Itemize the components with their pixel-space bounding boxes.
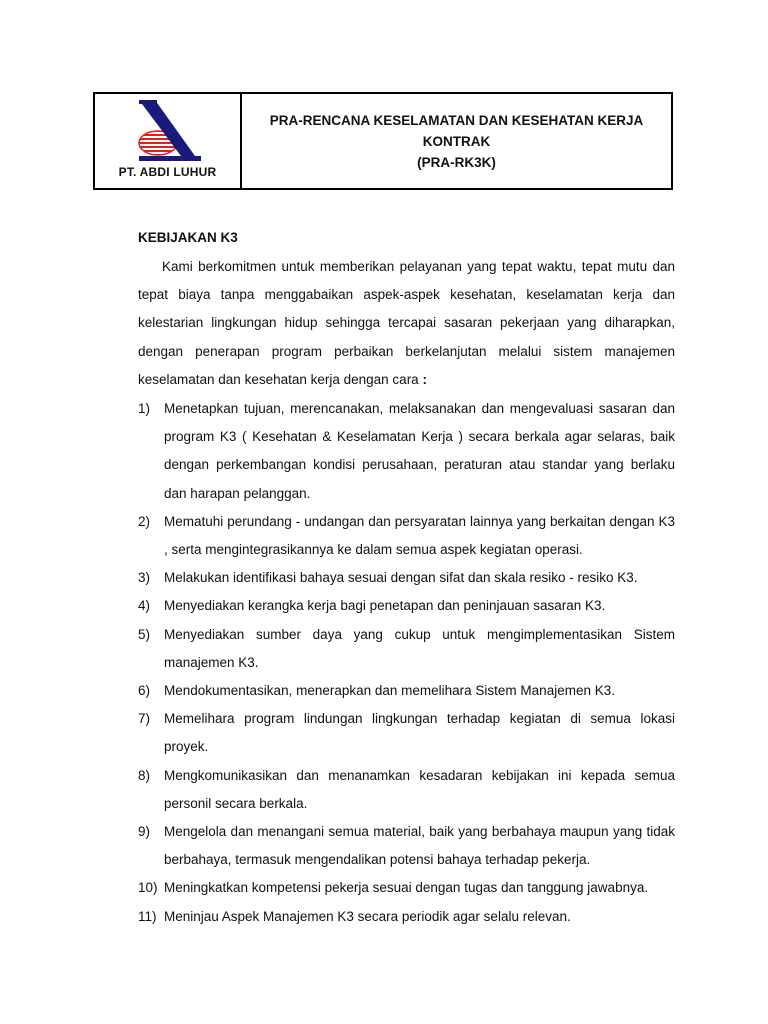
list-item-number: 2) [138, 513, 151, 529]
policy-list [138, 395, 675, 931]
list-item-text: Menyediakan kerangka kerja bagi penetapan dan peninjauan sasaran K3. [164, 598, 606, 614]
list-item-number: 7) [138, 711, 151, 727]
list-item [138, 592, 675, 620]
logo-cell [95, 94, 242, 188]
list-item-text: Mendokumentasikan, menerapkan dan memelihara Sistem Manajemen K3. [164, 683, 615, 699]
list-item-number: 6) [138, 683, 151, 699]
list-item-number: 1) [138, 401, 151, 417]
list-item-text: Menyediakan sumber daya yang cukup untuk mengimplementasikan Sistem manajemen K3. [164, 626, 675, 670]
list-item-text: Mematuhi perundang - undangan dan persyaratan lainnya yang berkaitan dengan K3 , serta mengintegrasikannya ke dalam semua aspek kegiatan operasi. [164, 513, 675, 558]
list-item-number: 3) [138, 570, 151, 586]
list-item [138, 874, 675, 902]
list-item-text: Meninjau Aspek Manajemen K3 secara periodik agar selalu relevan. [164, 908, 571, 924]
list-item-text: Mengelola dan menangani semua material, baik yang berbahaya maupun yang tidak berbahaya, termasuk mengendalikan potensi bahaya terhadap pekerja. [164, 824, 675, 868]
list-item [138, 818, 675, 874]
logo-base-bar [139, 156, 201, 161]
policy-content [138, 226, 675, 931]
title-line-1: PRA-RENCANA KESELAMATAN DAN KESEHATAN KERJA [269, 112, 644, 128]
title-line-3: (PRA-RK3K) [417, 154, 496, 170]
list-item [138, 508, 675, 564]
section-title: KEBIJAKAN K3 [138, 230, 238, 245]
list-item-text: Mengkomunikasikan dan menanamkan kesadaran kebijakan ini kepada semua personil secara berkala. [164, 767, 675, 811]
company-name: PT. ABDI LUHUR [118, 165, 217, 179]
list-item-text: Memelihara program lindungan lingkungan terhadap kegiatan di semua lokasi proyek. [164, 711, 675, 755]
list-item-number: 11) [138, 908, 157, 924]
document-header [93, 92, 673, 190]
title-line-2: KONTRAK [422, 133, 491, 149]
document-title [242, 94, 671, 188]
list-item-number: 10) [138, 880, 158, 896]
company-logo-icon [133, 98, 205, 162]
list-item-number: 4) [138, 598, 151, 614]
list-item [138, 903, 675, 931]
intro-text: Kami berkomitmen untuk memberikan pelayanan yang tepat waktu, tepat mutu dan tepat biaya tanpa menggabaikan aspek-aspek kesehatan, keselamatan kerja dan kelestarian lingkungan hidup sehingga tercapai sasaran pekerjaan yang diharapkan, dengan penerapan program perbaikan berkelanjutan melalui sistem manajemen keselamatan dan kesehatan kerja dengan cara [138, 259, 675, 387]
list-item [138, 762, 675, 818]
list-item-text: Melakukan identifikasi bahaya sesuai dengan sifat dan skala resiko - resiko K3. [164, 570, 638, 586]
list-item [138, 395, 675, 508]
list-item-text: Meningkatkan kompetensi pekerja sesuai dengan tugas dan tanggung jawabnya. [164, 880, 649, 896]
intro-colon: : [418, 371, 427, 387]
list-item [138, 621, 675, 677]
list-item [138, 564, 675, 592]
list-item [138, 705, 675, 761]
list-item [138, 677, 675, 705]
list-item-text: Menetapkan tujuan, merencanakan, melaksanakan dan mengevaluasi sasaran dan program K3 ( Kesehatan & Keselamatan Kerja ) secara berkala agar selaras, baik dengan perkembangan kondisi perusahaan, peraturan atau standar yang berlaku dan harapan pelanggan. [164, 401, 675, 501]
list-item-number: 5) [138, 626, 151, 642]
intro-paragraph [138, 253, 675, 394]
list-item-number: 9) [138, 824, 151, 840]
list-item-number: 8) [138, 767, 151, 783]
